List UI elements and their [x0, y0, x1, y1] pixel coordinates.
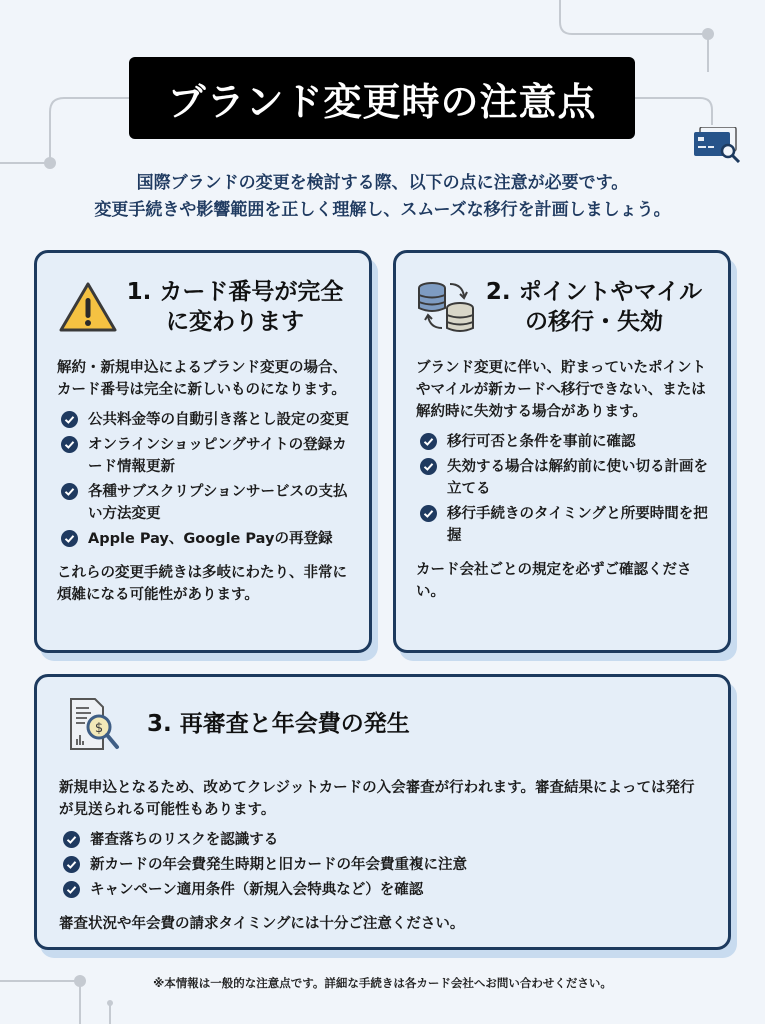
intro-line-2: 変更手続きや影響範囲を正しく理解し、スムーズな移行を計画しましょう。 — [94, 200, 671, 220]
checklist-item: 新カードの年会費発生時期と旧カードの年会費重複に注意 — [59, 854, 706, 876]
check-circle-icon — [420, 505, 437, 522]
check-circle-icon — [61, 411, 78, 428]
checklist-item: 移行手続きのタイミングと所要時間を把握 — [416, 503, 708, 547]
check-circle-icon — [61, 483, 78, 500]
checklist — [59, 829, 706, 901]
checklist-item: 失効する場合は解約前に使い切る計画を立てる — [416, 456, 708, 500]
check-circle-icon — [420, 433, 437, 450]
page-title: ブランド変更時の注意点 — [167, 79, 597, 124]
card-description: ブランド変更に伴い、貯まっていたポイントやマイルが新カードへ移行できない、または解約時に失効する場合があります。 — [416, 360, 706, 420]
check-circle-icon — [420, 458, 437, 475]
warning-icon — [57, 278, 119, 336]
intro-text — [20, 170, 745, 224]
checklist-item: キャンペーン適用条件（新規入会特典など）を確認 — [59, 879, 706, 901]
checklist-item: 審査落ちのリスクを認識する — [59, 829, 706, 851]
document-review-icon — [65, 695, 127, 753]
check-circle-icon — [63, 881, 80, 898]
check-circle-icon — [61, 436, 78, 453]
card-description: 新規申込となるため、改めてクレジットカードの入会審査が行われます。審査結果によっては発行が見送られる可能性もあります。 — [59, 780, 695, 818]
checklist-item: 移行可否と条件を事前に確認 — [416, 431, 708, 453]
check-circle-icon — [63, 856, 80, 873]
card-note: 審査状況や年会費の請求タイミングには十分ご注意ください。 — [59, 916, 465, 932]
credit-card-search-icon — [694, 127, 742, 163]
checklist — [416, 431, 708, 547]
footer-disclaimer: ※本情報は一般的な注意点です。詳細な手続きは各カード会社へお問い合わせください。 — [153, 976, 612, 990]
checklist-item: 各種サブスクリプションサービスの支払い方法変更 — [57, 481, 349, 525]
card-points-miles — [393, 250, 731, 653]
check-circle-icon — [63, 831, 80, 848]
checklist-item: オンラインショッピングサイトの登録カード情報更新 — [57, 434, 349, 478]
card-title: 2. ポイントやマイル の移行・失効 — [485, 279, 703, 335]
intro-line-1: 国際ブランドの変更を検討する際、以下の点に注意が必要です。 — [136, 173, 629, 193]
checklist-item: Apple Pay、Google Payの再登録 — [57, 528, 349, 550]
card-card-number-change — [34, 250, 372, 653]
card-title: 3. 再審査と年会費の発生 — [147, 711, 410, 737]
card-description: 解約・新規申込によるブランド変更の場合、カード番号は完全に新しいものになります。 — [57, 360, 347, 398]
card-note: カード会社ごとの規定を必ずご確認ください。 — [416, 562, 692, 600]
card-note: これらの変更手続きは多岐にわたり、非常に煩雑になる可能性があります。 — [57, 565, 347, 603]
card-reexamination-annual-fee — [34, 674, 731, 950]
page-title-banner — [129, 57, 635, 139]
checklist — [57, 409, 349, 550]
svg-text:$: $ — [94, 721, 104, 736]
check-circle-icon — [61, 530, 78, 547]
card-title: 1. カード番号が完全 に変わります — [126, 279, 344, 335]
checklist-item: 公共料金等の自動引き落とし設定の変更 — [57, 409, 349, 431]
points-transfer-icon — [416, 278, 478, 336]
